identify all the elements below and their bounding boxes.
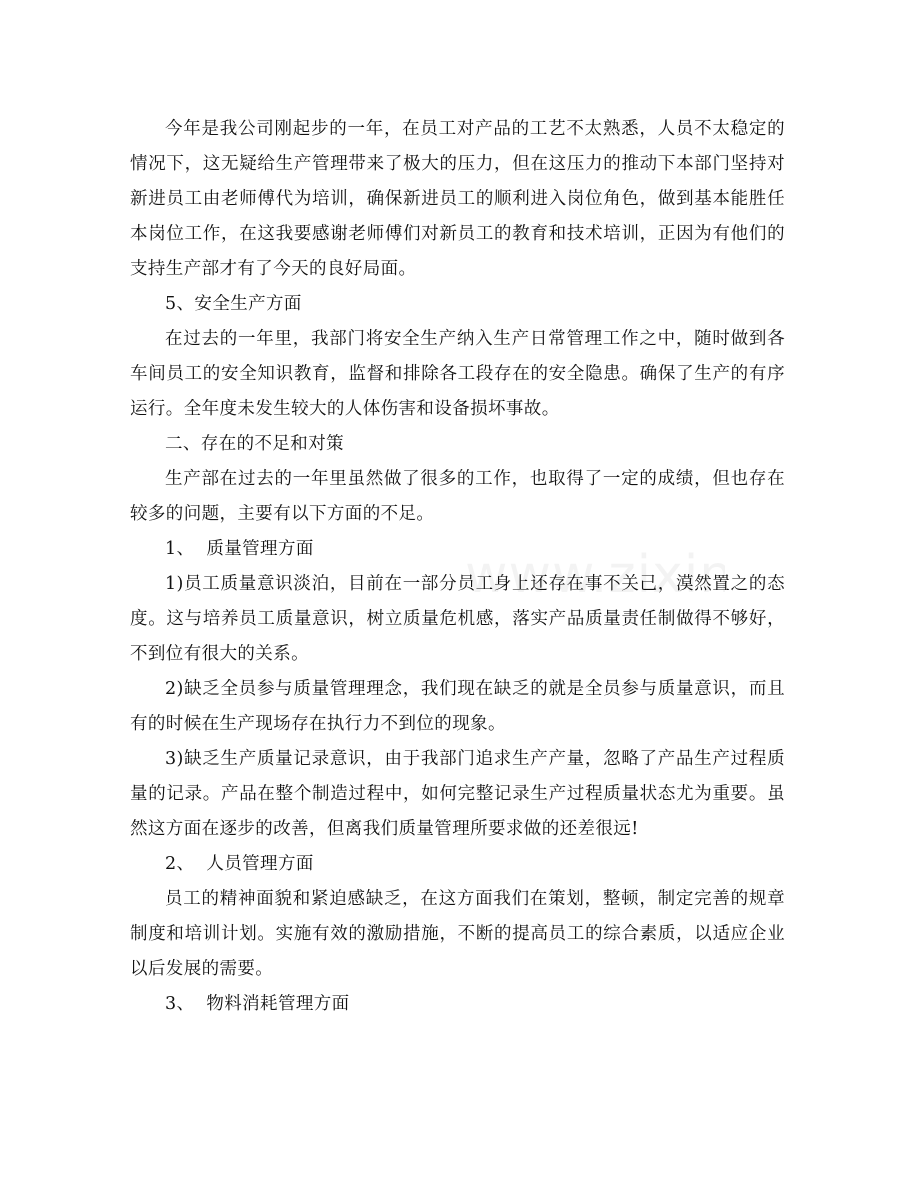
heading-safety: 5、安全生产方面 [165,294,302,314]
document-body [130,112,785,1022]
paragraph-training: 今年是我公司刚起步的一年，在员工对产品的工艺不太熟悉，人员不太稳定的情况下，这无疑给生产管理带来了极大的压力，但在这压力的推动下本部门坚持对新进员工由老师傅代为培训，确保新进员工的顺利进入岗位角色，做到基本能胜任本岗位工作，在这我要感谢老师傅们对新员工的教育和技术培训，正因为有他们的支持生产部才有了今天的良好局面。 [130,119,785,279]
paragraph-safety: 在过去的一年里，我部门将安全生产纳入生产日常管理工作之中，随时做到各车间员工的安全知识教育，监督和排除各工段存在的安全隐患。确保了生产的有序运行。全年度未发生较大的人体伤害和设备损坏事故。 [130,329,785,419]
paragraph-quality-2: 2)缺乏全员参与质量管理理念，我们现在缺乏的就是全员参与质量意识，而且有的时候在生产现场存在执行力不到位的现象。 [130,679,785,734]
heading-shortcomings: 二、存在的不足和对策 [165,434,344,454]
paragraph-personnel: 员工的精神面貌和紧迫感缺乏，在这方面我们在策划，整顿，制定完善的规章制度和培训计划。实施有效的激励措施，不断的提高员工的综合素质，以适应企业以后发展的需要。 [130,889,785,979]
heading-quality: 1、 质量管理方面 [165,539,314,559]
paragraph-shortcomings-intro: 生产部在过去的一年里虽然做了很多的工作，也取得了一定的成绩，但也存在较多的问题，主要有以下方面的不足。 [130,469,785,524]
heading-materials: 3、 物料消耗管理方面 [165,994,350,1014]
paragraph-quality-3: 3)缺乏生产质量记录意识，由于我部门追求生产产量，忽略了产品生产过程质量的记录。产品在整个制造过程中，如何完整记录生产过程质量状态尤为重要。虽然这方面在逐步的改善，但离我们质量管理所要求做的还差很远! [130,749,785,839]
paragraph-quality-1: 1)员工质量意识淡泊，目前在一部分员工身上还存在事不关己，漠然置之的态度。这与培养员工质量意识，树立质量危机感，落实产品质量责任制做得不够好，不到位有很大的关系。 [130,574,785,664]
heading-personnel: 2、 人员管理方面 [165,854,314,874]
